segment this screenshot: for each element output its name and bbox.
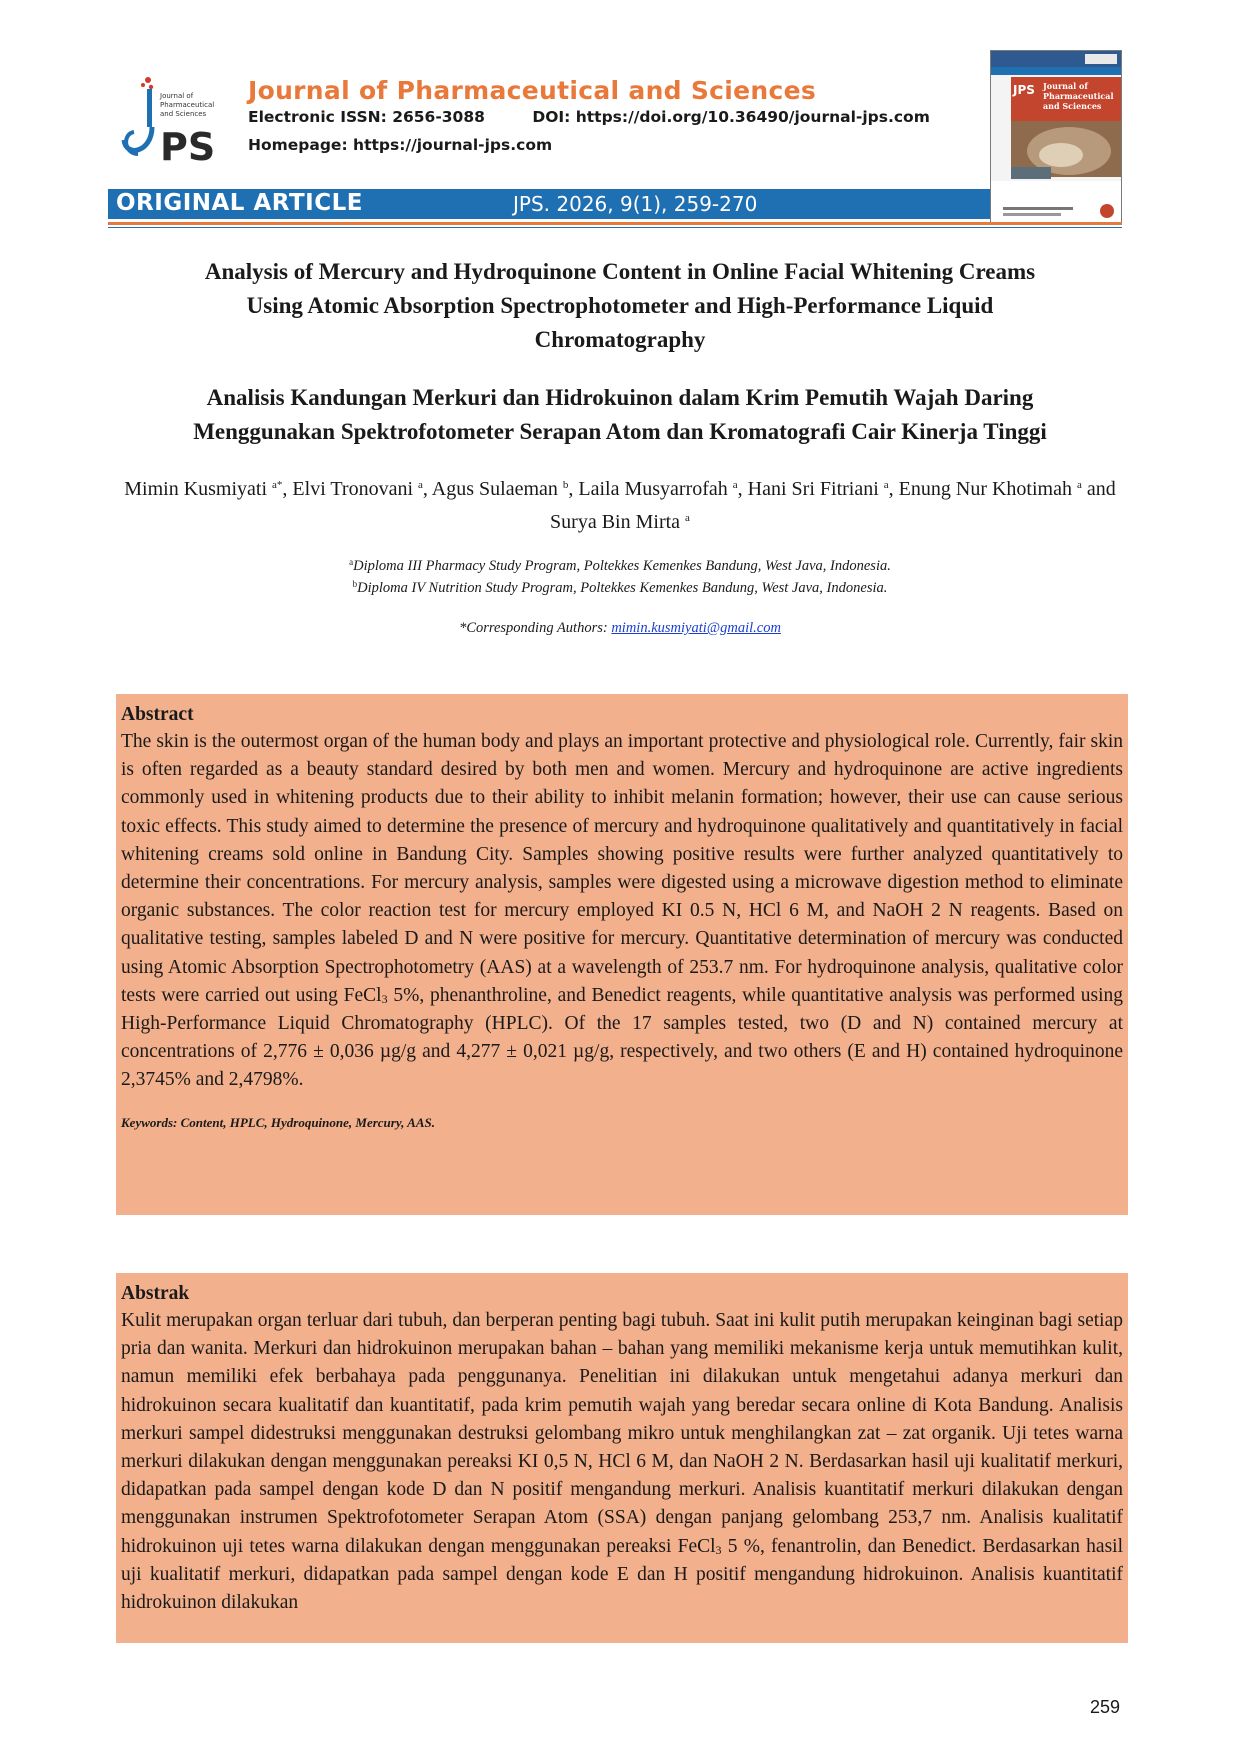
title-en-line: Analysis of Mercury and Hydroquinone Content in Online Facial Whitening Creams: [204, 259, 1036, 284]
homepage-link[interactable]: Homepage: https://journal-jps.com: [248, 136, 553, 154]
keywords-label: Keywords:: [121, 1114, 178, 1130]
keywords-list: Content, HPLC, Hydroquinone, Mercury, AAS.: [177, 1114, 435, 1130]
subscript: 3: [715, 1542, 722, 1557]
issn: Electronic ISSN: 2656-3088: [248, 108, 485, 126]
author-name: Mimin Kusmiyati: [124, 478, 268, 500]
affiliation-mark: a: [349, 557, 354, 567]
cover-letters: JPS: [1013, 83, 1035, 97]
author-affiliation-mark: b: [562, 479, 569, 491]
affiliation: [120, 574, 1120, 598]
corresponding-email-link[interactable]: mimin.kusmiyati@gmail.com: [611, 620, 781, 636]
author-list: Mimin Kusmiyati $^{a*}$, Elvi Tronovani $^a$, Agus Sulaeman $^b$, Laila Musyarrofah $^a$, Hani Sri Fitriani $^a$, Enung Nur Khotimah $^a$ and Surya Bin Mirta $^a$: [124, 478, 1116, 533]
abstract-english: [116, 694, 1128, 1215]
header-divider-orange: [108, 222, 1122, 225]
affiliation-text: Diploma III Pharmacy Study Program, Poltekkes Kemenkes Bandung, West Java, Indonesia.: [353, 558, 891, 574]
journal-name: Journal of Pharmaceutical and Sciences: [248, 76, 817, 105]
author-affiliation-mark: a: [1076, 479, 1082, 491]
journal-cover-image: [991, 51, 1122, 224]
page-number: 259: [1090, 1697, 1121, 1717]
abstract-indonesian: [116, 1273, 1128, 1643]
abstract-heading: Abstrak: [121, 1283, 190, 1304]
title-id-line: Analisis Kandungan Merkuri dan Hidrokuinon dalam Krim Pemutih Wajah Daring: [206, 385, 1034, 410]
issn-doi-line: [248, 108, 930, 126]
journal-logo: [120, 74, 224, 166]
abstract-text: 5%, phenanthroline, and Benedict reagents, while quantitative analysis was performed using High-Performance Liquid Chromatography (HPLC). Of the 17 samples tested, two (D and N) contained mercury at concentrations of 2,776 ± 0,036 µg/g and 4,277 ± 0,021 µg/g, respectively, and two others (E and H) contained hydroquinone 2,3745% and 2,4798%.: [121, 984, 1123, 1091]
article-title-english: [120, 255, 1120, 357]
doi-link[interactable]: DOI: https://doi.org/10.36490/journal-jps.com: [532, 108, 930, 126]
author-name: Enung Nur Khotimah: [898, 478, 1072, 500]
abstract-body: [121, 1307, 1123, 1617]
abstract-body: [121, 728, 1123, 1095]
author-affiliation-mark: a: [685, 512, 690, 524]
author-name: Laila Musyarrofah: [578, 478, 728, 500]
author-name: Agus Sulaeman: [431, 478, 558, 500]
article-title-indonesian: [120, 381, 1120, 449]
article-citation: JPS. 2026, 9(1), 259-270: [513, 192, 758, 216]
title-en-line: Chromatography: [534, 327, 706, 352]
affiliation-text: Diploma IV Nutrition Study Program, Poltekkes Kemenkes Bandung, West Java, Indonesia.: [357, 580, 888, 596]
header-divider-blue: [108, 227, 1122, 228]
corresponding-author: [120, 620, 1120, 637]
abstract-text: The skin is the outermost organ of the human body and plays an important protective and physiological role. Currently, fair skin is often regarded as a beauty standard desired by both men and women. Mercury and hydroquinone are active ingredients commonly used in whitening products due to their ability to inhibit melanin formation; however, their use can cause serious toxic effects. This study aimed to determine the presence of mercury and hydroquinone qualitatively and quantitatively in facial whitening creams sold online in Bandung City. Samples showing positive results were further analyzed quantitatively to determine their concentrations. For mercury analysis, samples were digested using a microwave digestion method to eliminate organic substances. The color reaction test for mercury employed KI 0.5 N, HCl 6 M, and NaOH 2 N reagents. Based on qualitative testing, samples labeled D and N were positive for mercury. Quantitative determination of mercury was conducted using Atomic Absorption Spectrophotometry (AAS) at a wavelength of 253.7 nm. For hydroquinone analysis, qualitative color tests were carried out using FeCl: [121, 731, 1123, 1006]
author-affiliation-mark: a*: [272, 479, 283, 491]
jps-logo-icon: [120, 74, 224, 166]
abstract-text: Kulit merupakan organ terluar dari tubuh, dan berperan penting bagi tubuh. Saat ini kulit putih merupakan keinginan bagi setiap pria dan wanita. Merkuri dan hidrokuinon merupakan bahan – bahan yang memiliki mekanisme kerja untuk memutihkan kulit, namun memiliki efek berbahaya pada penggunanya. Penelitian ini dilakukan untuk mengetahui adanya merkuri dan hidrokuinon secara kualitatif dan kuantitatif, pada krim pemutih wajah yang beredar secara online di Kota Bandung. Analisis merkuri sampel didestruksi menggunakan destruksi gelombang mikro untuk menghilangkan zat – zat organik. Uji tetes warna merkuri dilakukan dengan menggunakan pereaksi KI 0,5 N, HCl 6 M, dan NaOH 2 N. Berdasarkan hasil uji kualitatif merkuri, didapatkan pada sampel dengan kode D dan N positif mengandung merkuri. Analisis kuantitatif merkuri dilakukan dengan menggunakan instrumen Spektrofotometer Serapan Atom (SSA) dengan panjang gelombang 253,7 nm. Analisis kualitatif hidrokuinon uji tetes warna dilakukan dengan menggunakan pereaksi FeCl: [121, 1310, 1123, 1557]
author-affiliation-mark: a: [883, 479, 889, 491]
author-affiliation-mark: a: [418, 479, 423, 491]
author-name: Elvi Tronovani: [292, 478, 413, 500]
subscript: 3: [381, 991, 388, 1006]
svg-text:PS: PS: [160, 125, 216, 166]
title-id-line: Menggunakan Spektrofotometer Serapan Atom dan Kromatografi Cair Kinerja Tinggi: [193, 419, 1047, 444]
author-affiliation-mark: a: [732, 479, 738, 491]
abstract-heading: Abstract: [121, 704, 194, 725]
affiliation-mark: b: [352, 579, 358, 589]
corresponding-label: *Corresponding Authors:: [459, 620, 608, 636]
author-name: Hani Sri Fitriani: [747, 478, 879, 500]
cover-title: Journal of Pharmaceutical and Sciences: [1043, 81, 1114, 111]
article-type-label: ORIGINAL ARTICLE: [116, 190, 363, 216]
abstract-text: 5 %, fenantrolin, dan Benedict. Berdasarkan hasil uji kualitatif merkuri, didapatkan pada sampel dengan kode E dan H positif mengandung hidrokuinon. Analisis kuantitatif hidrokuinon dilakukan: [121, 1535, 1123, 1614]
journal-cover-thumbnail: [990, 50, 1122, 224]
article-type-banner: [108, 189, 990, 219]
logo-caption: Journal of Pharmaceutical and Sciences: [160, 92, 215, 118]
title-en-line: Using Atomic Absorption Spectrophotometer and High-Performance Liquid: [246, 293, 994, 318]
author-name: Surya Bin Mirta: [550, 511, 681, 533]
keywords: [121, 1115, 1123, 1131]
affiliation: [120, 552, 1120, 576]
